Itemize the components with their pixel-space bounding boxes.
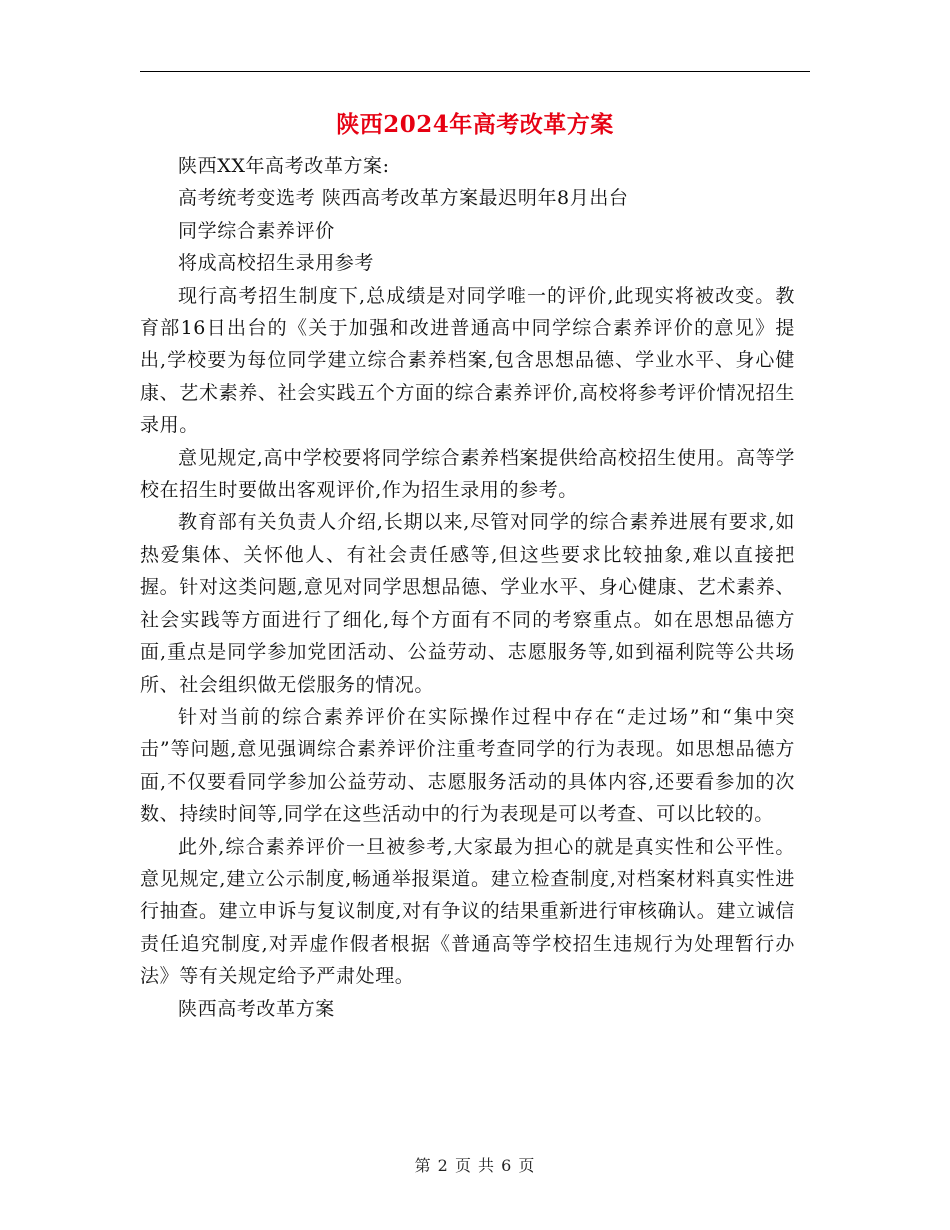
paragraph: 将成高校招生录用参考 [178,252,375,275]
paragraph: 针对当前的综合素养评价在实际操作过程中存在“走过场”和“集中突击”等问题,意见强调综合素养评价注重考查同学的行为表现。如思想品德方面,不仅要看同学参加公益劳动、志愿服务活动的具体内容,还要看参加的次数、持续时间等,同学在这些活动中的行为表现是可以考查、可以比较的。 [140,705,795,826]
paragraph: 陕西高考改革方案 [178,997,335,1020]
paragraph: 意见规定,高中学校要将同学综合素养档案提供给高校招生使用。高等学校在招生时要做出客观评价,作为招生录用的参考。 [140,446,795,502]
paragraph: 同学综合素养评价 [178,219,335,242]
paragraph: 此外,综合素养评价一旦被参考,大家最为担心的就是真实性和公平性。意见规定,建立公示制度,畅通举报渠道。建立检查制度,对档案材料真实性进行抽查。建立申诉与复议制度,对有争议的结果重新进行审核确认。建立诚信责任追究制度,对弄虚作假者根据《普通高等学校招生违规行为处理暂行办法》等有关规定给予严肃处理。 [140,835,795,988]
paragraph: 现行高考招生制度下,总成绩是对同学唯一的评价,此现实将被改变。教育部16日出台的《关于加强和改进普通高中同学综合素养评价的意见》提出,学校要为每位同学建立综合素养档案,包含思想品德、学业水平、身心健康、艺术素养、社会实践五个方面的综合素养评价,高校将参考评价情况招生录用。 [140,284,795,437]
paragraph: 陕西XX年高考改革方案: [178,155,390,177]
page-number: 第 2 页 共 6 页 [414,1156,536,1175]
paragraph: 教育部有关负责人介绍,长期以来,尽管对同学的综合素养进展有要求,如热爱集体、关怀他人、有社会责任感等,但这些要求比较抽象,难以直接把握。针对这类问题,意见对同学思想品德、学业水平、身心健康、艺术素养、社会实践等方面进行了细化,每个方面有不同的考察重点。如在思想品德方面,重点是同学参加党团活动、公益劳动、志愿服务等,如到福利院等公共场所、社会组织做无偿服务的情况。 [140,511,795,696]
document-title: 陕西2024年高考改革方案 [336,111,614,138]
document-body [140,150,795,1025]
header-rule [140,71,810,72]
paragraph: 高考统考变选考 陕西高考改革方案最迟明年8月出台 [178,187,629,210]
